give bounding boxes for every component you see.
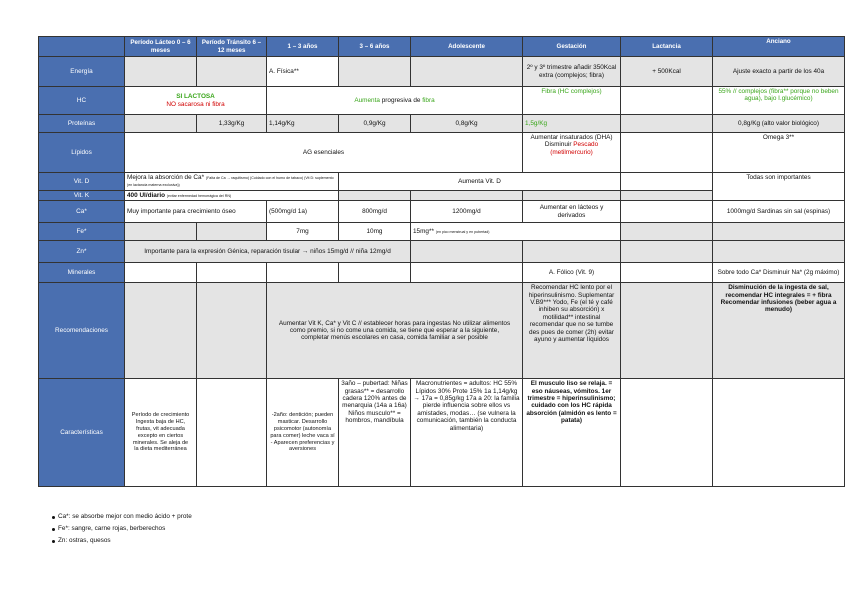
cell-empty bbox=[621, 379, 713, 487]
cell-empty bbox=[197, 223, 267, 241]
ca-1-3: (500mg/d 1a) bbox=[267, 201, 339, 223]
cell-empty bbox=[125, 57, 197, 87]
ca-anciano: 1000mg/d Sardinas sin sal (espinas) bbox=[713, 201, 845, 223]
caracteristicas-adolescente: Macronutrientes = adultos: HC 55% Lípidos 30% Prote 15% 1a 1,14g/kg → 17a = 0,85g/kg 17a a 20: la familia pierde influencia sobre ellos vs amistades, modas… (se vulnera la comunicación, también la conducta alimentaria) bbox=[411, 379, 523, 487]
row-label-recomendaciones: Recomendaciones bbox=[39, 283, 125, 379]
row-label-ca: Ca* bbox=[39, 201, 125, 223]
energia-1-3: A. Física** bbox=[267, 57, 339, 87]
cell-empty bbox=[339, 57, 411, 87]
row-proteinas bbox=[39, 115, 845, 133]
cell-empty bbox=[713, 379, 845, 487]
caracteristicas-lacteo: Período de crecimiento Ingesta baja de HC, frutas, vit adecuada excepto en ciertos minerales. Se aleja de la dieta mediterránea bbox=[125, 379, 197, 487]
caracteristicas-gestacion: El musculo liso se relaja. = eso náuseas, vómitos. 1er trimestre = hiperinsulinismo; cuidado con los HC rápida absorción (almidón es lento = patata) bbox=[523, 379, 621, 487]
ca-gestacion: Aumentar en lácteos y derivados bbox=[523, 201, 621, 223]
ca-adolescente: 1200mg/d bbox=[411, 201, 523, 223]
vitk-dosis: 400 UI/diario (evitar enfermedad hemorrágica del RN) bbox=[125, 190, 339, 200]
row-label-vitd: Vit. D bbox=[39, 173, 125, 191]
header-lactancia: Lactancia bbox=[621, 37, 713, 57]
header-corner bbox=[39, 37, 125, 57]
row-label-zn: Zn* bbox=[39, 241, 125, 263]
header-anciano: Anciano bbox=[713, 37, 845, 57]
lipidos-gestacion: Aumentar insaturados (DHA) Disminuir Pescado (metilmercurio) bbox=[523, 133, 621, 173]
cell-empty bbox=[125, 283, 197, 379]
row-recomendaciones bbox=[39, 283, 845, 379]
cell-empty bbox=[621, 241, 713, 263]
row-ca bbox=[39, 201, 845, 223]
cell-empty bbox=[411, 241, 523, 263]
row-energia bbox=[39, 57, 845, 87]
row-label-minerales: Minerales bbox=[39, 263, 125, 283]
cell-empty bbox=[621, 173, 713, 191]
header-gestacion: Gestación bbox=[523, 37, 621, 57]
hc-si-lactosa: SI LACTOSA bbox=[176, 93, 215, 101]
cell-empty bbox=[267, 263, 339, 283]
lipidos-anciano: Omega 3** bbox=[713, 133, 845, 173]
energia-lactancia: + 500Kcal bbox=[621, 57, 713, 87]
hc-gestacion: Fibra (HC complejos) bbox=[523, 87, 621, 115]
hc-lactante bbox=[125, 87, 267, 115]
header-transito: Período Tránsito 6 – 12 meses bbox=[197, 37, 267, 57]
hc-no-sacarosa: NO sacarosa ni fibra bbox=[166, 100, 225, 108]
cell-empty bbox=[339, 190, 411, 200]
row-label-caracteristicas: Características bbox=[39, 379, 125, 487]
cell-empty bbox=[621, 263, 713, 283]
vitd-anciano: Todas son importantes bbox=[713, 173, 845, 201]
nutrition-table bbox=[38, 36, 845, 487]
recomendaciones-anciano: Disminución de la ingesta de sal, recomendar HC integrales = + fibra Recomendar infusiones (beber agua a menudo) bbox=[713, 283, 845, 379]
row-label-proteinas: Proteínas bbox=[39, 115, 125, 133]
cell-empty bbox=[125, 263, 197, 283]
cell-empty bbox=[125, 223, 197, 241]
header-adolescente: Adolescente bbox=[411, 37, 523, 57]
ca-3-6: 800mg/d bbox=[339, 201, 411, 223]
energia-gestacion: 2º y 3º trimestre añadir 350Kcal extra (complejos; fibra) bbox=[523, 57, 621, 87]
recomendaciones-gestacion: Recomendar HC lento por el hiperinsulinismo. Suplementar V.B9*** Yodo, Fe (el té y café inhiben su absorción) x motilidad** intestinal recomendar que no se tumbe des pues de comer (2h) evitar ayuno y aumentar líquidos bbox=[523, 283, 621, 379]
header-row bbox=[39, 37, 845, 57]
cell-empty bbox=[125, 115, 197, 133]
caracteristicas-1-3: -2año: dentición; pueden masticar. Desarrollo psicomotor (autonomía para comer) leche vaca sí - Aparecen preferencias y aversiones bbox=[267, 379, 339, 487]
cell-empty bbox=[621, 190, 713, 200]
row-hc bbox=[39, 87, 845, 115]
energia-anciano: Ajuste exacto a partir de los 40a bbox=[713, 57, 845, 87]
row-label-lipidos: Lípidos bbox=[39, 133, 125, 173]
caracteristicas-3-6: 3año – pubertad: Niñas grasas** = desarrollo cadera 120% antes de menarquia (14a a 16a) Niños musculo** = hombros, mandíbula bbox=[339, 379, 411, 487]
cell-empty bbox=[713, 223, 845, 241]
cell-empty bbox=[621, 133, 713, 173]
vitd-absorcion: Mejora la absorción de Ca* (Falta de Ca → raquitismo) (Cuidado con el humo de tabaco) (Vit D: suplemento (en lactancia materna exclusiva)) bbox=[125, 173, 339, 191]
proteinas-1-3: 1,14g/Kg bbox=[267, 115, 339, 133]
fe-3-6: 10mg bbox=[339, 223, 411, 241]
hc-anciano: 55% // complejos (fibra** porque no beben agua), bajo I.glucémico) bbox=[713, 87, 845, 115]
minerales-anciano: Sobre todo Ca* Disminuir Na* (2g máximo) bbox=[713, 263, 845, 283]
minerales-gestacion: A. Fólico (Vit. 9) bbox=[523, 263, 621, 283]
footnote: Ca*: se absorbe mejor con medio ácido + prote bbox=[52, 511, 192, 523]
cell-empty bbox=[621, 201, 713, 223]
proteinas-adolescente: 0,8g/Kg bbox=[411, 115, 523, 133]
recomendaciones-infancia: Aumentar Vit K, Ca* y Vit C // establecer horas para ingestas No utilizar alimentos como premio, si no come una comida, se tiene que esperar a la siguiente, completar menús escolares en casa, comida familiar a ser posible bbox=[267, 283, 523, 379]
cell-empty bbox=[197, 57, 267, 87]
bullet-icon bbox=[52, 528, 55, 531]
cell-empty bbox=[411, 263, 523, 283]
row-vitd bbox=[39, 173, 845, 191]
cell-empty bbox=[411, 190, 523, 200]
header-1-3: 1 – 3 años bbox=[267, 37, 339, 57]
cell-empty bbox=[523, 241, 621, 263]
footnote: Fe*: sangre, carne rojas, berberechos bbox=[52, 523, 192, 535]
row-caracteristicas bbox=[39, 379, 845, 487]
footnote: Zn: ostras, quesos bbox=[52, 535, 192, 547]
header-3-6: 3 – 6 años bbox=[339, 37, 411, 57]
proteinas-transito: 1,33g/Kg bbox=[197, 115, 267, 133]
cell-empty bbox=[197, 283, 267, 379]
cell-empty bbox=[197, 379, 267, 487]
row-lipidos bbox=[39, 133, 845, 173]
cell-empty bbox=[339, 263, 411, 283]
cell-empty bbox=[621, 87, 713, 115]
cell-empty bbox=[523, 190, 621, 200]
hc-fibra: Aumenta progresiva de fibra bbox=[267, 87, 523, 115]
cell-empty bbox=[621, 283, 713, 379]
row-label-vitk: Vit. K bbox=[39, 190, 125, 200]
proteinas-3-6: 0,9g/Kg bbox=[339, 115, 411, 133]
row-label-fe: Fe* bbox=[39, 223, 125, 241]
fe-1-3: 7mg bbox=[267, 223, 339, 241]
bullet-icon bbox=[52, 516, 55, 519]
proteinas-gestacion: 1,5g/Kg bbox=[523, 115, 621, 133]
row-label-energia: Energía bbox=[39, 57, 125, 87]
header-lacteo: Período Lácteo 0 – 6 meses bbox=[125, 37, 197, 57]
cell-empty bbox=[713, 241, 845, 263]
bullet-icon bbox=[52, 540, 55, 543]
proteinas-anciano: 0,8g/Kg (alto valor biológico) bbox=[713, 115, 845, 133]
row-minerales bbox=[39, 263, 845, 283]
lipidos-ag: AG esenciales bbox=[125, 133, 523, 173]
footnotes bbox=[52, 511, 192, 547]
ca-crecimiento: Muy importante para crecimiento óseo bbox=[125, 201, 267, 223]
cell-empty bbox=[197, 263, 267, 283]
row-fe bbox=[39, 223, 845, 241]
cell-empty bbox=[411, 57, 523, 87]
cell-empty bbox=[621, 223, 713, 241]
cell-empty bbox=[621, 115, 713, 133]
vitd-adolescente: Aumenta Vit. D bbox=[339, 173, 621, 191]
zn-expresion: Importante para la expresión Génica, reparación tisular → niños 15mg/d // niña 12mg/d bbox=[125, 241, 411, 263]
row-label-hc: HC bbox=[39, 87, 125, 115]
fe-adolescente: 15mg** (en pico menstrual y en pubertad) bbox=[411, 223, 621, 241]
row-zn bbox=[39, 241, 845, 263]
